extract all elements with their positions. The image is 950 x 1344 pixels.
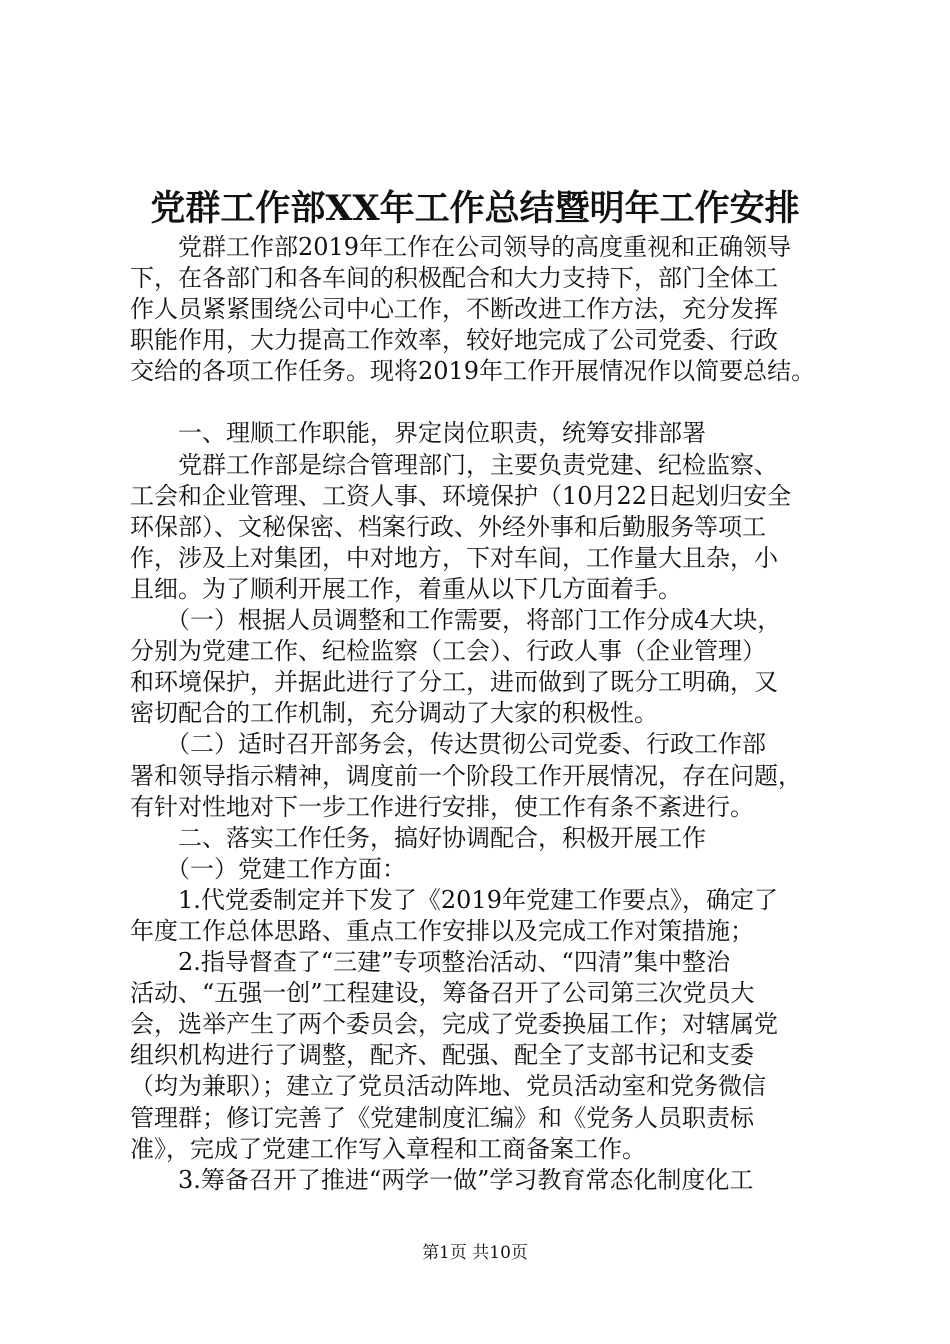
body-line: 作人员紧紧围绕公司中心工作，不断改进工作方法，充分发挥 [130, 295, 778, 324]
body-line: （一）根据人员调整和工作需要，将部门工作分成4大块， [130, 606, 782, 635]
body-line: （二）适时召开部务会，传达贯彻公司党委、行政工作部 [130, 730, 766, 759]
body-line: 年度工作总体思路、重点工作安排以及完成工作对策措施； [130, 916, 754, 945]
body-line: 交给的各项工作任务。现将2019年工作开展情况作以简要总结。 [130, 357, 816, 386]
body-line: 署和领导指示精神，调度前一个阶段工作开展情况，存在问题， [130, 761, 802, 790]
body-line: 环保部）、文秘保密、档案行政、外经外事和后勤服务等项工 [130, 512, 766, 541]
document-title: 党群工作部XX年工作总结暨明年工作安排 [150, 188, 800, 229]
body-line: 1.代党委制定并下发了《2019年党建工作要点》，确定了 [130, 885, 778, 914]
body-line: 会，选举产生了两个委员会，完成了党委换届工作；对辖属党 [130, 1010, 778, 1039]
body-line: 有针对性地对下一步工作进行安排，使工作有条不紊进行。 [130, 792, 754, 821]
body-line: 作，涉及上对集团，中对地方，下对车间，工作量大且杂，小 [130, 543, 778, 572]
paragraph-gap [130, 387, 850, 418]
document-body [130, 232, 850, 1196]
body-line: 一、理顺工作职能，界定岗位职责，统筹安排部署 [130, 419, 706, 448]
body-line: 活动、“五强一创”工程建设，筹备召开了公司第三次党员大 [130, 979, 755, 1008]
body-line: 党群工作部是综合管理部门，主要负责党建、纪检监察、 [130, 450, 778, 479]
body-line: 和环境保护，并据此进行了分工，进而做到了既分工明确，又 [130, 668, 778, 697]
body-line: 2.指导督查了“三建”专项整治活动、“四清”集中整治 [130, 948, 730, 977]
page-footer: 第1页 共10页 [422, 1243, 528, 1263]
body-line: 二、落实工作任务，搞好协调配合，积极开展工作 [130, 823, 706, 852]
body-line: 密切配合的工作机制，充分调动了大家的积极性。 [130, 699, 658, 728]
body-line: 职能作用，大力提高工作效率，较好地完成了公司党委、行政 [130, 326, 778, 355]
body-line: 管理群；修订完善了《党建制度汇编》和《党务人员职责标 [130, 1103, 754, 1132]
body-line: （一）党建工作方面： [130, 854, 406, 883]
body-line: 工会和企业管理、工资人事、环境保护（10月22日起划归安全 [130, 481, 792, 510]
body-line: 下，在各部门和各车间的积极配合和大力支持下，部门全体工 [130, 264, 778, 293]
body-line: 组织机构进行了调整，配齐、配强、配全了支部书记和支委 [130, 1041, 754, 1070]
body-line: 且细。为了顺利开展工作，着重从以下几方面着手。 [130, 574, 682, 603]
body-line: 准》，完成了党建工作写入章程和工商备案工作。 [130, 1134, 646, 1163]
body-line: 党群工作部2019年工作在公司领导的高度重视和正确领导 [130, 233, 792, 261]
body-line: （均为兼职）；建立了党员活动阵地、党员活动室和党务微信 [130, 1072, 766, 1101]
body-line: 3.筹备召开了推进“两学一做”学习教育常态化制度化工 [130, 1165, 754, 1194]
body-line: 分别为党建工作、纪检监察（工会）、行政人事（企业管理） [130, 637, 766, 666]
